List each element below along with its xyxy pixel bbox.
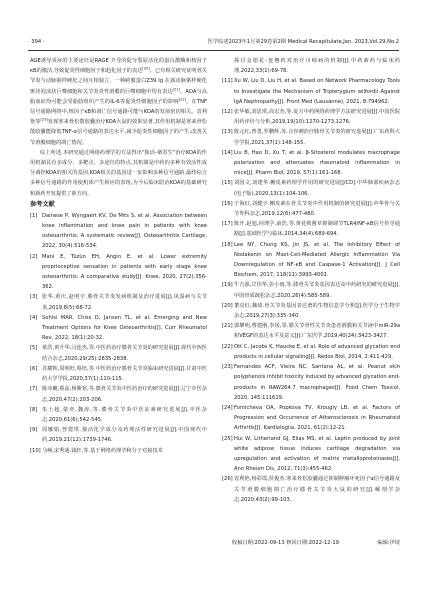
reference-item	[222, 199, 400, 219]
reference-item	[30, 211, 207, 252]
reference-item	[30, 425, 207, 445]
reference-text: Hui W, Litherland GJ, Elias MS, et al. Leptin produced by joint white adipose tissue induces cartilage degradation via upregulation and activation of matrix metalloproteinases[J]. Ann Rheum Dis, 2012, 71(3):455-462.	[234, 435, 400, 473]
reference-item	[222, 362, 400, 403]
reference-number: [26]	[222, 476, 233, 483]
reference-number: [8]	[30, 406, 38, 413]
reference-item	[222, 219, 400, 239]
references-heading: 参考文献	[30, 200, 55, 208]
reference-number: [4]	[30, 314, 38, 321]
reference-text: Ott C, Jacobs K, Haucke E, et al. Role of advanced glycation end products in cellular signaling[J]. Redox Biol, 2014, 2:411-429.	[234, 343, 400, 360]
reference-item	[222, 148, 400, 179]
reference-item	[222, 240, 400, 281]
reference-item	[222, 280, 400, 300]
reference-item	[222, 321, 400, 341]
reference-text: 袁利艳,杨彩霞,侯俊杰.寒来骨松胶囊通过抑制肿瘤坏死因子α信号通路及关节滑膜细胞凋亡治疗膝骨关节炎大鼠的研究[J].解剖学杂志,2020,43(2):99-103.	[234, 476, 400, 503]
reference-text: 马畅,宋秀通,钱轩,等.基于网络药理学和分子对接技术	[42, 447, 163, 454]
reference-number: [1]	[30, 212, 38, 219]
reference-item	[222, 127, 400, 147]
reference-item	[222, 56, 400, 76]
reference-item	[222, 76, 400, 107]
page-header	[28, 36, 399, 48]
reference-number: [16]	[222, 200, 233, 207]
reference-number: [20]	[222, 302, 233, 309]
reference-item	[222, 301, 400, 321]
reference-text: 陈亦夔,蔡兹,杨紫寒,等.膝骨关节炎中医药治疗的研究进展[J].辽宁中医杂志,2020,47(2):203-206.	[42, 386, 207, 403]
header-rule	[28, 50, 399, 51]
reference-item	[222, 178, 400, 198]
reference-text: 牛吉源,甘伟华,彭小雨,等.膝骨关节炎基因表达及中药研究的研究进展[J].中国骨质疏松杂志,2020,26(4):585-589.	[234, 282, 400, 299]
reference-number: [14]	[222, 149, 233, 156]
reference-number: [12]	[222, 109, 233, 116]
reference-number: [5]	[30, 345, 38, 352]
reference-number: [15]	[222, 180, 233, 187]
reference-text: Fomicheva OA, Popkova TV, Krougly LB, et al. Factors of Progression and Occurrence of Atherosclerosis in Rheumatoid Arthritis[J]. Kardiologiia, 2021, 61(2):12-21.	[234, 404, 400, 432]
reference-text: Fernandes ACF, Vieira NC, Santana AL, et al. Peanut skin polyphenols inhibit toxicity induced by advanced glycation end-products in RAW264.7 macrophages[J]. Food Chem Toxicol, 2020, 145:111619.	[234, 364, 400, 401]
reference-number: [19]	[222, 282, 233, 289]
reference-number: [18]	[222, 241, 233, 248]
received-dates: 收稿日期:2022-09-13 修回日期:2022-12-19	[232, 540, 339, 546]
reference-text: 于海红,刘健宇.槲皮素在骨关节炎中作用机制的研究进展[J].中华骨与关节外科杂志,2019,12(6):477-480.	[234, 200, 400, 218]
reference-text: 张华,黄庆,赵明宇.膝骨关节炎发病机制及治疗进展[J].风湿病与关节炎,2019,8(5):68-72.	[42, 294, 207, 311]
left-column	[30, 56, 207, 456]
reference-text: 黄浩,黄升华,闫连杰,等.中医药治疗膝骨关节炎的研究进展[J].现代中西医结合杂志,2020,29(25):2835-2838.	[42, 345, 207, 362]
reference-text: Xu W, Liu D, Liu H, et al. Based on Network Pharmacology Tools to Investigate the Mechanism of Tripterygium wilfordii Against IgA Nephropathy[J]. Front Med (Lausanne), 2021, 8:794962.	[234, 78, 400, 105]
reference-number: [24]	[222, 404, 233, 411]
reference-item	[222, 474, 400, 505]
reference-item	[30, 446, 207, 456]
reference-text: 探讨金银花-连翘药对治疗川崎病的机制[J].中药新药与临床药理,2022,33(1):69-78.	[234, 58, 400, 75]
reference-number: [7]	[30, 386, 38, 393]
reference-item	[222, 434, 400, 475]
reference-item	[30, 384, 207, 404]
reference-number: [25]	[222, 435, 233, 442]
reference-number: [2]	[30, 253, 38, 260]
page-number: · 394 ·	[28, 39, 45, 45]
reference-text: 董亮红,魏琦.骨关节炎基因表达谱的生物信息学分析[J].医学分子生物学杂志,2019,27(3):335-340.	[234, 302, 400, 320]
reference-item	[222, 403, 400, 434]
reference-text: 周娜娟,曾建琪.独活化学成分及药理活性研究进展[J].中国现代中药,2019,21(12):1739-1746.	[42, 427, 207, 444]
reference-number: [3]	[30, 294, 38, 301]
reference-text: 刘国文,刘建华.槲皮素药理学作用的研究进展[J/CD].中华肺部疾病杂志(电子版),2020,13(1):104-106.	[234, 180, 400, 197]
reference-item	[30, 292, 207, 312]
reference-number: [22]	[222, 343, 233, 350]
reference-number: [11]	[222, 78, 233, 85]
reference-item	[222, 107, 400, 127]
reference-item	[30, 405, 207, 425]
reference-item	[30, 252, 207, 293]
reference-list	[222, 56, 400, 505]
reference-text: Lee NY, Chung KS, Jin JS, et al. The Inhibitory Effect of Nodakenin on Mast-Cell-Mediated Allergic Inflammation Via Downregulation of NF-κB and Caspase-1 Activation[J]. J Cell Biochem, 2017, 118(11):3993-4001.	[234, 241, 400, 279]
reference-number: [13]	[222, 129, 233, 136]
reference-item	[30, 313, 207, 344]
reference-text: 陈开,赵旭,何理学,俞浩,等.黄花败酱草抑制调节TLR4/NF-κB信号传导通路[J].基础医学与临床,2014,34(4):689-694.	[234, 221, 400, 238]
reference-number: [23]	[222, 364, 233, 371]
reference-list	[30, 211, 207, 456]
reference-text: 苏耀辉,周明旺,蔡焙,等.中医药治疗膝骨关节炎临床研究进展[J].甘肃中医药大学学报,2020,37(1):110-115.	[42, 365, 207, 383]
reference-number: [9]	[30, 427, 38, 434]
article-footer	[232, 539, 400, 546]
reference-text: Mani E, Tüzün EH, Angın E, et al. Lower extremity proprioceptive sensation in patients with early stage knee osteoarthritis: A comparative study[J]. Knee, 2020, 27(2):356-362.	[42, 253, 207, 291]
reference-number: [6]	[30, 365, 38, 372]
reference-item	[30, 364, 207, 384]
editor-credit: 编辑:伊琦	[377, 540, 400, 546]
body-paragraph: AGE诱导炎症的主要途径是RAGE 介导的促分裂原活化的蛋白激酶和核因子κB的激活,导致促炎性细胞因子和趋化因子的表达[20]。已有相关研究证明骨关节炎与动脉粥样硬化之间互相独立。一种跨膜蛋白Z39 Ig 在颈动脉粥样硬化斑块泡沫状巨噬细胞和关节炎炎性滑膜的巨噬细胞中均有表达[21]。AOA与高脂血症均可能会受脂肪组织产生的IL-6等促炎性细胞因子的影响[22]。在TNF信号通路网络中,核因子κB和凋亡信号通路可能与KOA的发展密切相关。袁利艳等[23]发现寒来骨松散胶囊治疗KOA大鼠的效果显著,其作用机制是寒来骨松散胶囊能降低TNF-α信号通路的表达水平,减少促炎性细胞因子的产生,改善关节滑膜细胞的凋亡情况。	[30, 58, 207, 146]
reference-item	[222, 342, 400, 362]
body-paragraph: 综上所述,本研究通过网络药理学的方法得出"独活-桑寄生"治疗KOA的作用机制具有多成分、多靶点、多途径的特点,其机制是中药的多种有效活性成分调控KOA的相关的基因,KOA相关的基因进一步影响多种信号通路,最终综合多种信号通路的作用使机体产生相应的表现,为今后临床防治KOA的基础研究和新药开发提供了新方向。	[30, 149, 207, 197]
reference-number: [21]	[222, 323, 233, 330]
reference-text: Liu B, Hao D, Xu T, et al. β-Sitosterol modulates macrophage polarization and attenuates rheumatoid inflammation in mice[J]. Pharm Biol, 2019, 57(1):161-168.	[234, 149, 400, 177]
reference-text: 张华敏,刘思琪,高宏杰,等.复方中药网络药理学方法研究进展[J].中国医院用药评价与分析,2019,19(10):1270-1273,1276.	[234, 109, 400, 126]
reference-text: Dainese P, Wyngaert KV, De Mits S, et al. Association between knee inflammation and knee pain in patients with knee osteoarthritis: A systematic review[J]. Osteoarthritis Cartilage, 2022, 30(4):516-534.	[42, 212, 207, 250]
reference-text: 朱士超,蒙奕,魏涛,等.膝骨关节炎中医证素研究进展[J].中医杂志,2020,61(6):542-545.	[42, 406, 207, 423]
reference-text: 陈元红,曾勇,罗鹏辉,等.合谷刺治疗膝骨关节炎的研究进展[J].广东药科大学学报,2021,37(1):148-155.	[234, 129, 400, 146]
reference-item	[30, 343, 207, 363]
reference-text: Sohlsi MAR, Chiss D, Jansen TL, et al. Emerging and New Treatment Options for Knee Osteoarthritis[J]. Curr Rheumatol Rev, 2022, 18(1):20-32.	[42, 314, 207, 342]
right-column	[222, 56, 400, 505]
journal-running-head: 医学综述2023年1月第29卷第2期 Medical Recapitulate,Jan. 2023,Vol.29,No.2	[207, 39, 399, 45]
reference-number: [10]	[30, 447, 41, 454]
reference-text: 郭攀明,曹建刚,李冈,等.膝关节骨性关节炎患者滑膜和关节液中miR-29a和VEGF的表达水平及意义[J].广东医学,2019,40(24):3423-3427.	[234, 323, 400, 340]
reference-number: [17]	[222, 221, 233, 228]
